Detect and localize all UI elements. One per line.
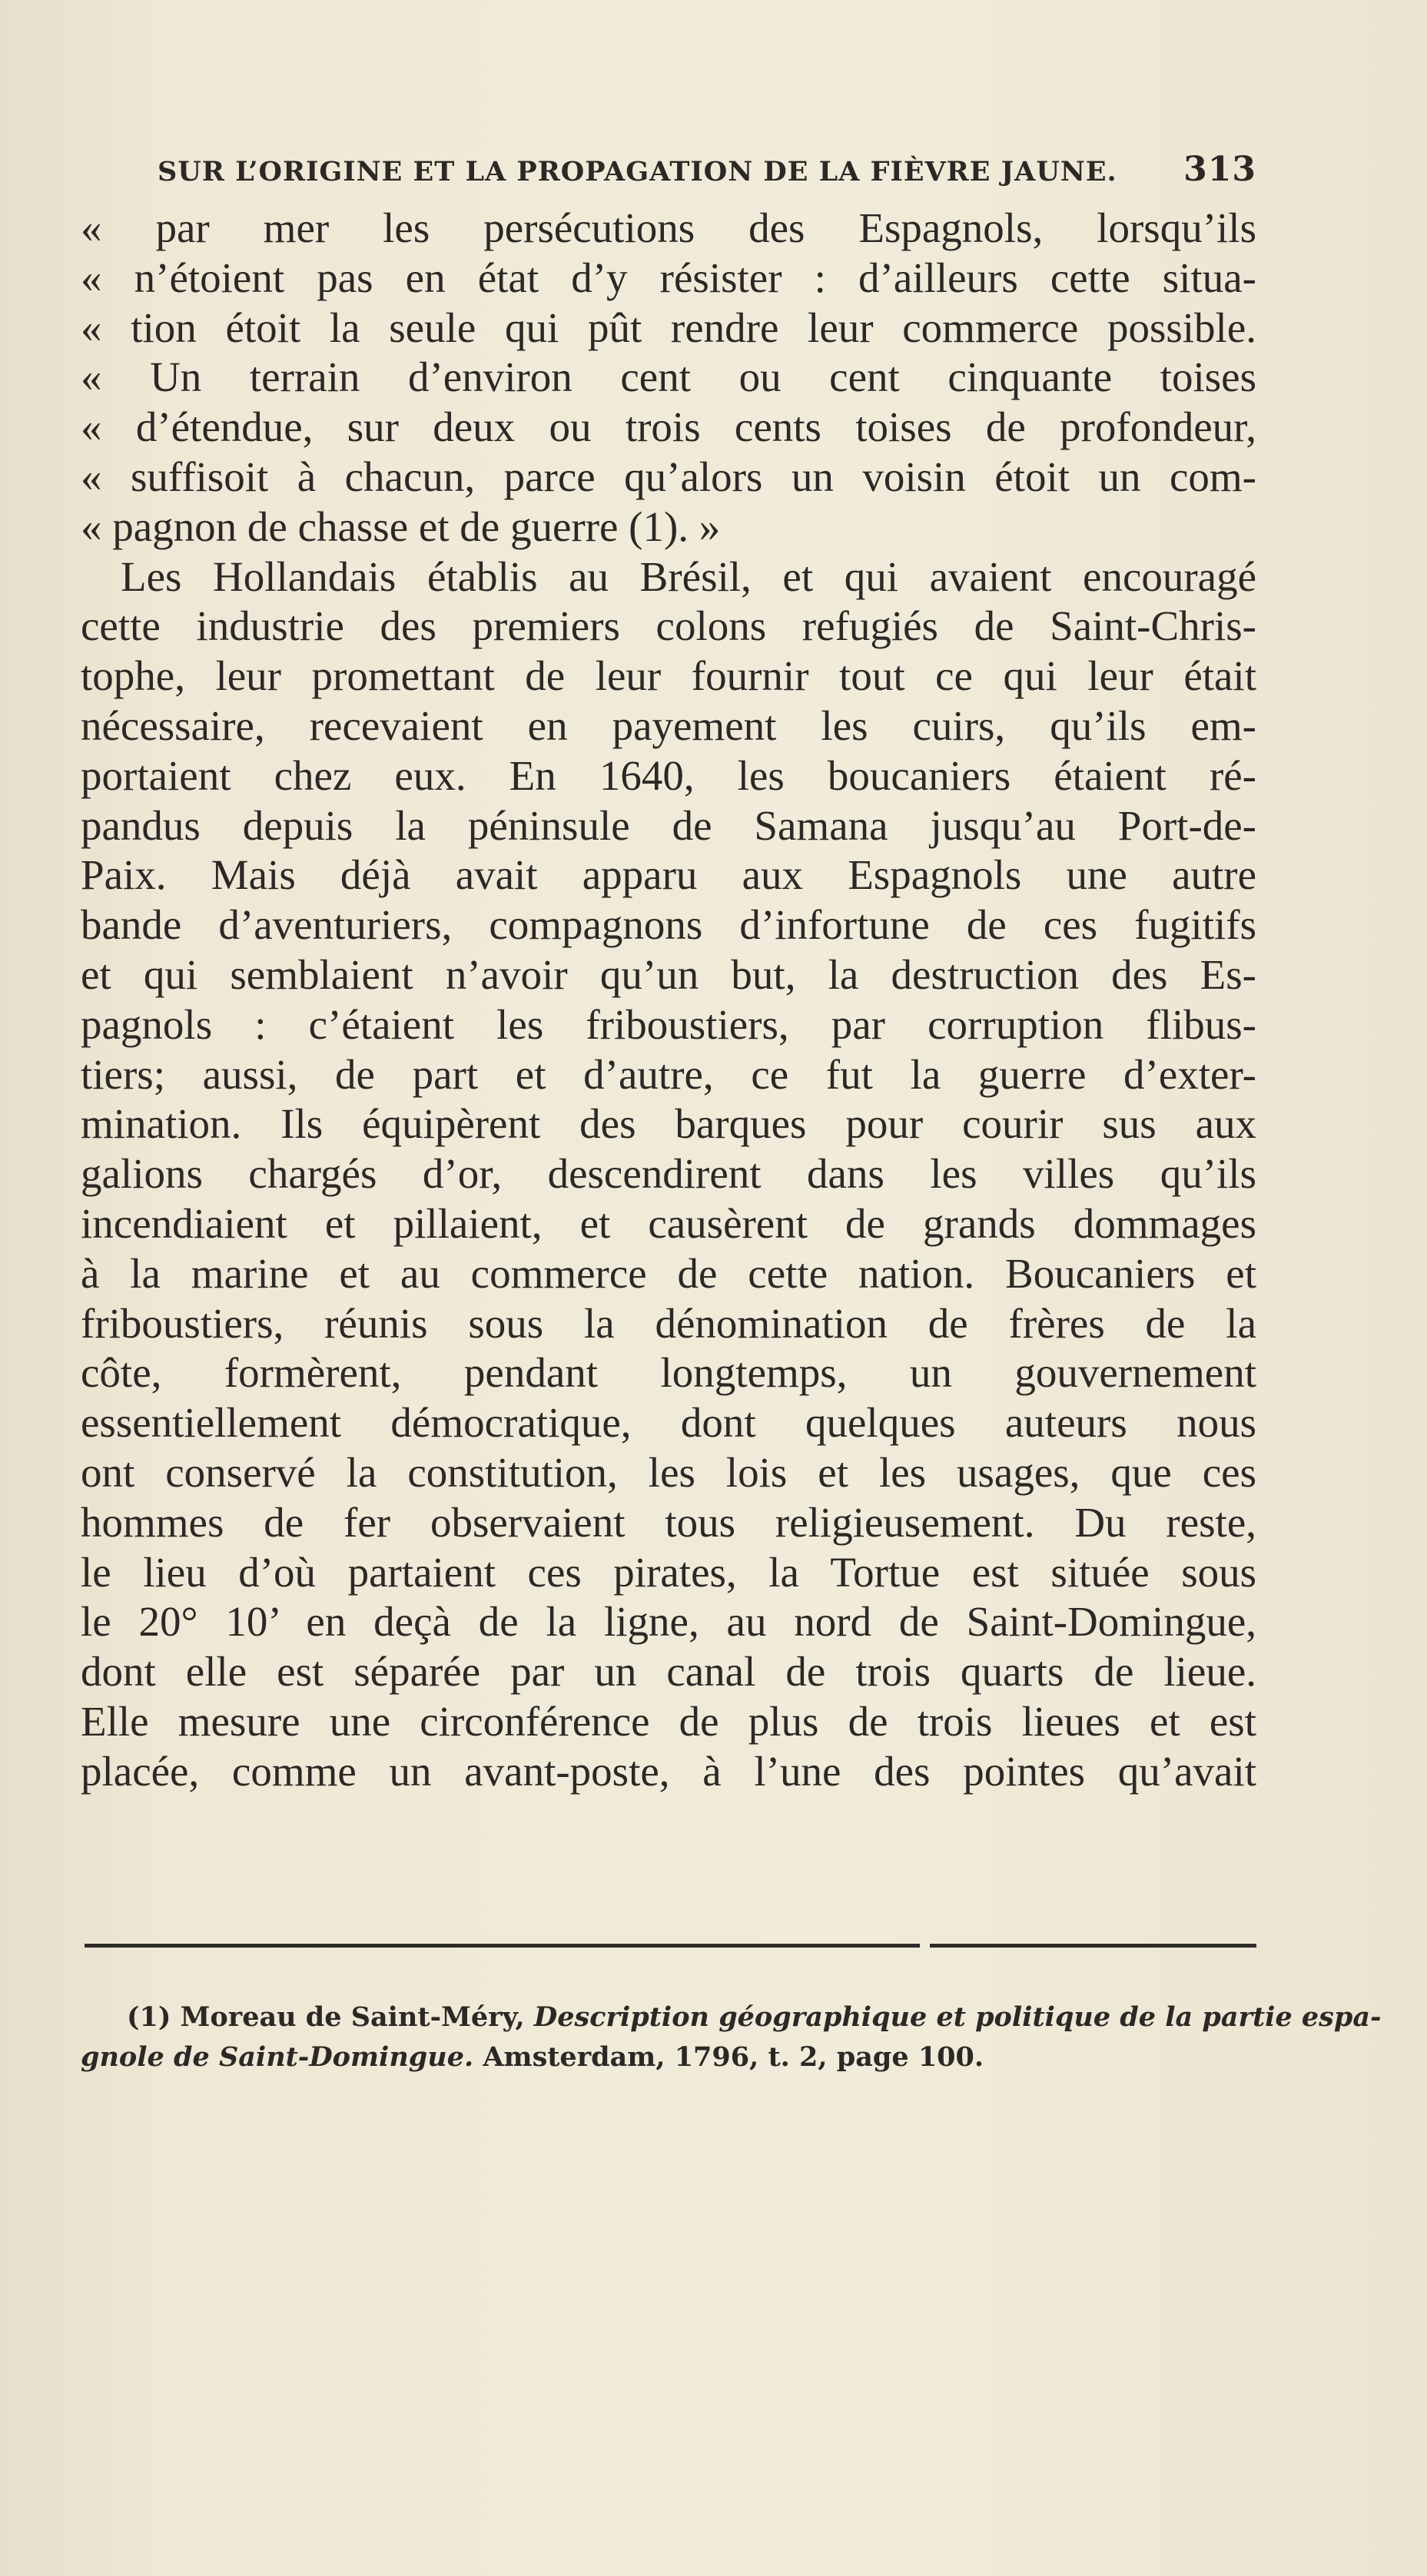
- text-line: pandus depuis la péninsule de Samana jusqu’au Port-de-: [81, 801, 1256, 849]
- text-line: galions chargés d’or, descendirent dans les villes qu’ils: [81, 1150, 1256, 1198]
- text-line: placée, comme un avant-poste, à l’une des pointes qu’avait: [81, 1747, 1256, 1795]
- footnote-title: Description géographique et politique de la partie espa-: [533, 2001, 1382, 2033]
- footnote-marker: (1): [127, 2001, 171, 2033]
- text-line: « pagnon de chasse et de guerre (1). »: [81, 502, 721, 550]
- text-line: « tion étoit la seule qui pût rendre leur commerce possible.: [81, 303, 1256, 351]
- text-line: ont conservé la constitution, les lois et les usages, que ces: [81, 1448, 1256, 1496]
- text-line: portaient chez eux. En 1640, les boucaniers étaient ré-: [81, 751, 1256, 799]
- running-head: [158, 150, 1256, 204]
- text-line: et qui semblaient n’avoir qu’un but, la destruction des Es-: [81, 950, 1256, 998]
- footnote-rule-right: [930, 1944, 1256, 1948]
- text-line: « suffisoit à chacun, parce qu’alors un voisin étoit un com-: [81, 453, 1256, 500]
- footnote-publication: Amsterdam, 1796, t. 2, page 100.: [483, 2041, 984, 2073]
- text-line: pagnols : c’étaient les friboustiers, par corruption flibus-: [81, 1000, 1256, 1048]
- page-number: 313: [1183, 150, 1256, 189]
- text-line: « Un terrain d’environ cent ou cent cinquante toises: [81, 353, 1256, 401]
- text-line: « par mer les persécutions des Espagnols, lorsqu’ils: [81, 204, 1256, 251]
- text-line: tophe, leur promettant de leur fournir tout ce qui leur était: [81, 652, 1256, 700]
- footnote-line: [81, 2037, 1256, 2077]
- text-line: friboustiers, réunis sous la dénomination de frères de la: [81, 1299, 1256, 1347]
- footnote-line: [81, 1997, 1382, 2037]
- footnote-author: Moreau de Saint-Méry,: [180, 2001, 525, 2033]
- body-text: [81, 204, 1256, 1797]
- text-line: nécessaire, recevaient en payement les cuirs, qu’ils em-: [81, 701, 1256, 749]
- text-line: essentiellement démocratique, dont quelques auteurs nous: [81, 1399, 1256, 1447]
- text-line: le 20° 10’ en deçà de la ligne, au nord de Saint-Domingue,: [81, 1598, 1256, 1646]
- text-line: bande d’aventuriers, compagnons d’infortune de ces fugitifs: [81, 901, 1256, 949]
- text-line: tiers; aussi, de part et d’autre, ce fut la guerre d’exter-: [81, 1050, 1256, 1098]
- footnote-rule-left: [85, 1944, 920, 1948]
- text-line: Paix. Mais déjà avait apparu aux Espagnols une autre: [81, 851, 1256, 899]
- footnote: [81, 1997, 1382, 2077]
- text-line: mination. Ils équipèrent des barques pour courir sus aux: [81, 1100, 1256, 1148]
- text-line: incendiaient et pillaient, et causèrent de grands dommages: [81, 1199, 1256, 1247]
- footnote-title-continued: gnole de Saint-Domingue.: [81, 2041, 474, 2073]
- text-line: cette industrie des premiers colons refugiés de Saint-Chris-: [81, 602, 1256, 650]
- text-line: dont elle est séparée par un canal de trois quarts de lieue.: [81, 1648, 1256, 1696]
- text-line: côte, formèrent, pendant longtemps, un gouvernement: [81, 1349, 1256, 1397]
- running-title: SUR L’ORIGINE ET LA PROPAGATION DE LA FIÈVRE JAUNE.: [158, 156, 1117, 187]
- text-line: à la marine et au commerce de cette nation. Boucaniers et: [81, 1249, 1256, 1297]
- text-line: Les Hollandais établis au Brésil, et qui avaient encouragé: [121, 552, 1256, 600]
- text-line: « d’étendue, sur deux ou trois cents toises de profondeur,: [81, 403, 1256, 451]
- text-line: Elle mesure une circonférence de plus de trois lieues et est: [81, 1697, 1256, 1745]
- text-line: hommes de fer observaient tous religieusement. Du reste,: [81, 1498, 1256, 1546]
- text-line: le lieu d’où partaient ces pirates, la Tortue est située sous: [81, 1548, 1256, 1596]
- text-line: « n’étoient pas en état d’y résister : d’ailleurs cette situa-: [81, 254, 1256, 301]
